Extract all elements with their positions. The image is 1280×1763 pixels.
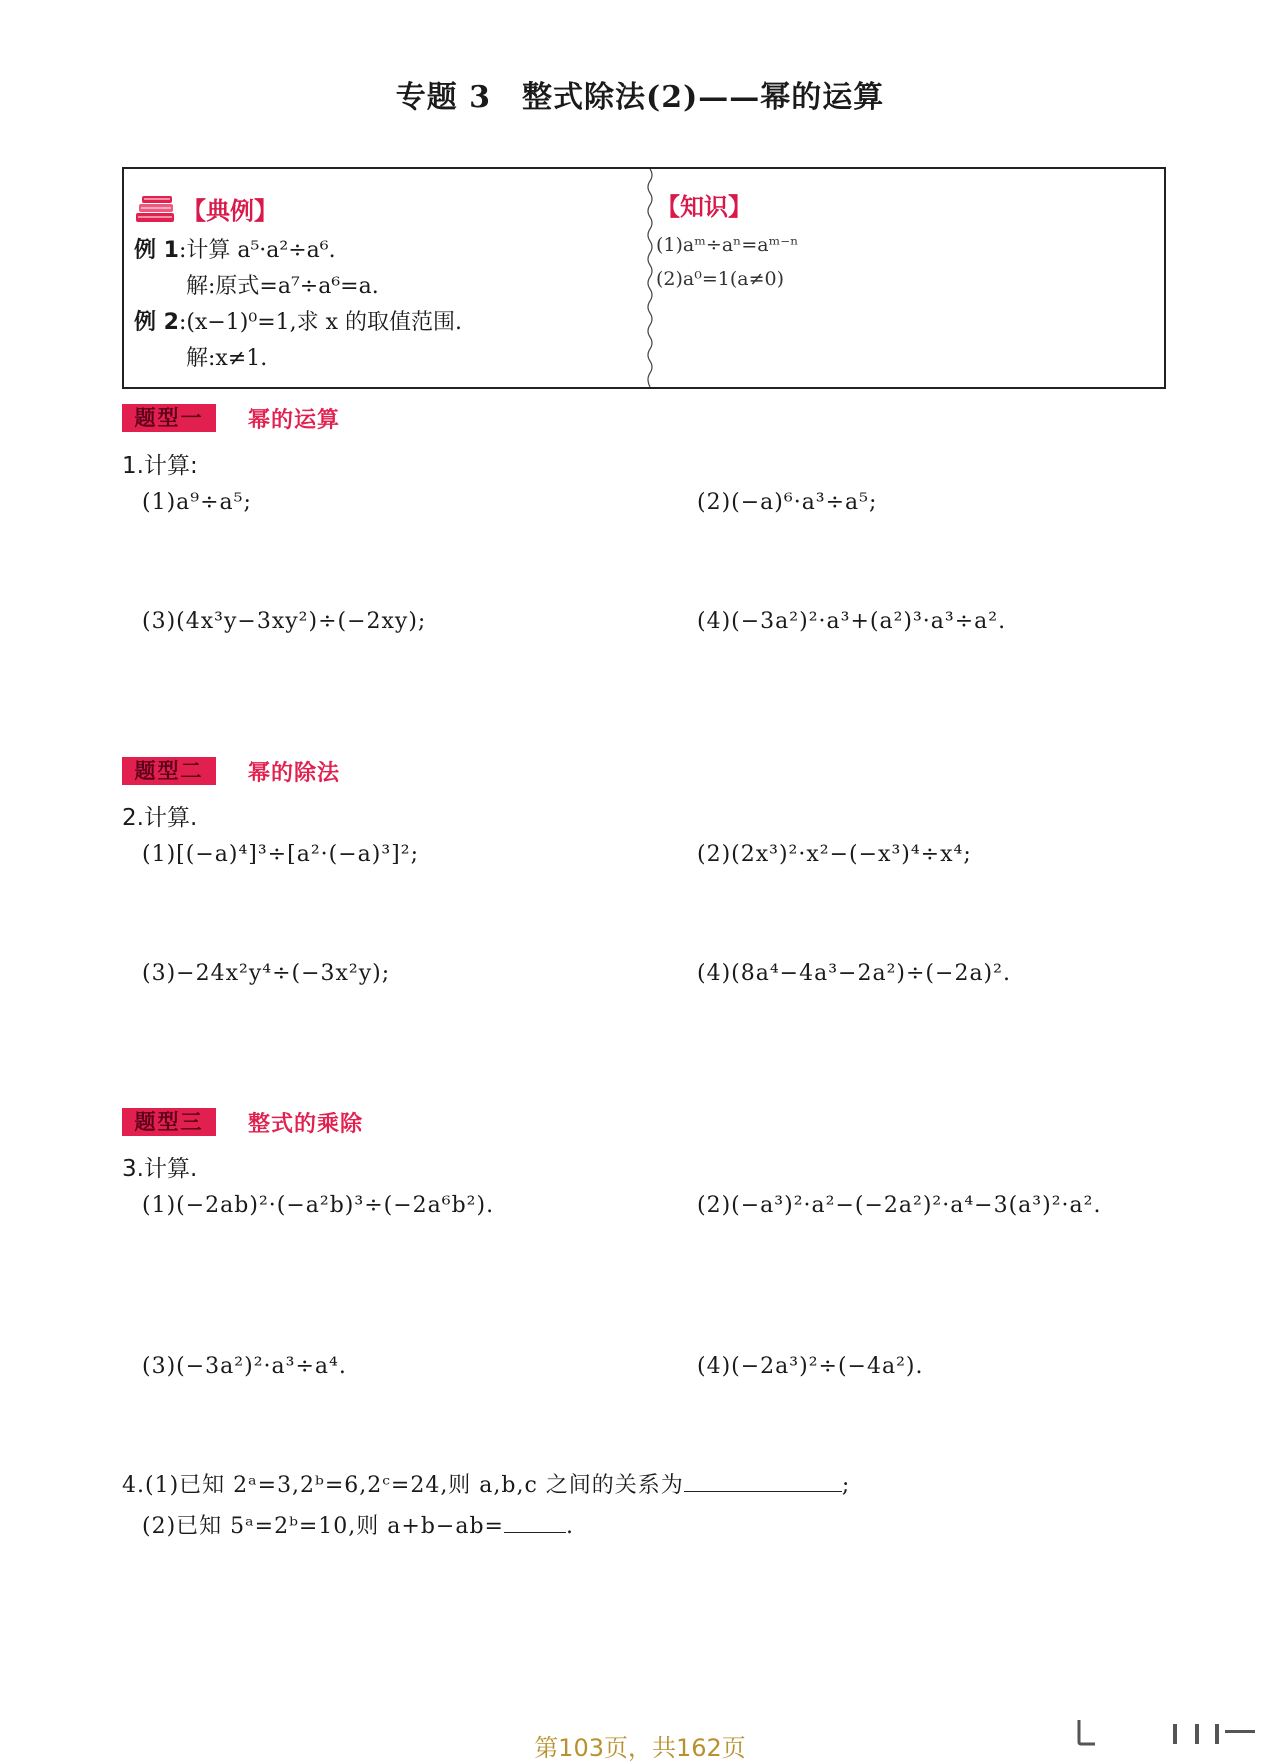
- example-1-solution: 解:原式=a⁷÷a⁶=a.: [186, 274, 379, 299]
- section-3-title: 整式的乘除: [248, 1111, 364, 1137]
- answer-blank-2[interactable]: [504, 1510, 566, 1533]
- examples-panel: [134, 191, 654, 374]
- question-2-intro: 2.计算.: [122, 805, 198, 831]
- problem-3-4: (4)(−2a³)²÷(−4a²).: [697, 1354, 924, 1379]
- section-3-badge: 题型三: [122, 1108, 216, 1136]
- problem-2-1: (1)[(−a)⁴]³÷[a²·(−a)³]²;: [142, 842, 419, 867]
- question-4-part-1-text: 4.(1)已知 2ᵃ=3,2ᵇ=6,2ᶜ=24,则 a,b,c 之间的关系为: [122, 1473, 684, 1498]
- question-4-part-2-text: (2)已知 5ᵃ=2ᵇ=10,则 a+b−ab=: [142, 1514, 504, 1539]
- knowledge-rule-2: (2)a⁰=1(a≠0): [656, 268, 785, 290]
- section-2-title: 幂的除法: [248, 760, 341, 786]
- problem-2-3: (3)−24x²y⁴÷(−3x²y);: [142, 961, 391, 986]
- section-2-badge: 题型二: [122, 757, 216, 785]
- question-4-part-1-end: ;: [841, 1473, 851, 1498]
- section-1-badge: 题型一: [122, 404, 216, 432]
- example-2-text: :(x−1)⁰=1,求 x 的取值范围.: [178, 310, 463, 335]
- problem-2-4: (4)(8a⁴−4a³−2a²)÷(−2a)².: [697, 961, 1011, 986]
- problem-3-3: (3)(−3a²)²·a³÷a⁴.: [142, 1354, 347, 1379]
- answer-blank-1[interactable]: [684, 1469, 842, 1492]
- question-4-part-2: [142, 1509, 574, 1540]
- problem-1-2: (2)(−a)⁶·a³÷a⁵;: [697, 490, 878, 515]
- scan-edge-icon: [1065, 1716, 1265, 1746]
- section-3-header: [122, 1108, 363, 1136]
- examples-header: 【典例】: [182, 197, 278, 225]
- knowledge-header: 【知识】: [656, 193, 752, 221]
- example-2: [134, 308, 654, 338]
- wavy-divider: [644, 169, 656, 387]
- problem-2-2: (2)(2x³)²·x²−(−x³)⁴÷x⁴;: [697, 842, 972, 867]
- page-title: 专题 3 整式除法(2)——幂的运算: [395, 80, 885, 115]
- example-1-text: :计算 a⁵·a²÷a⁶.: [178, 238, 336, 263]
- question-3-intro: 3.计算.: [122, 1156, 198, 1182]
- example-1-label: 例 1: [134, 238, 179, 263]
- books-icon: [134, 193, 178, 225]
- problem-1-4: (4)(−3a²)²·a³+(a²)³·a³÷a².: [697, 609, 1007, 634]
- section-1-title: 幂的运算: [248, 407, 341, 433]
- section-1-header: [122, 404, 340, 432]
- question-4-part-1: [122, 1468, 850, 1499]
- example-2-label: 例 2: [134, 310, 179, 335]
- problem-3-2: (2)(−a³)²·a²−(−2a²)²·a⁴−3(a³)²·a².: [697, 1193, 1102, 1218]
- problem-1-1: (1)a⁹÷a⁵;: [142, 490, 252, 515]
- example-2-solution: 解:x≠1.: [186, 346, 268, 371]
- question-1-intro: 1.计算:: [122, 453, 198, 479]
- problem-1-3: (3)(4x³y−3xy²)÷(−2xy);: [142, 609, 427, 634]
- section-2-header: [122, 757, 340, 785]
- example-1: [134, 236, 654, 266]
- example-box: [122, 167, 1166, 389]
- question-4-part-2-end: .: [565, 1514, 574, 1539]
- page-counter: 第103页，共162页: [534, 1734, 746, 1762]
- knowledge-panel: [656, 187, 1156, 290]
- problem-3-1: (1)(−2ab)²·(−a²b)³÷(−2a⁶b²).: [142, 1193, 495, 1218]
- knowledge-rule-1: (1)aᵐ÷aⁿ=aᵐ⁻ⁿ: [656, 234, 799, 256]
